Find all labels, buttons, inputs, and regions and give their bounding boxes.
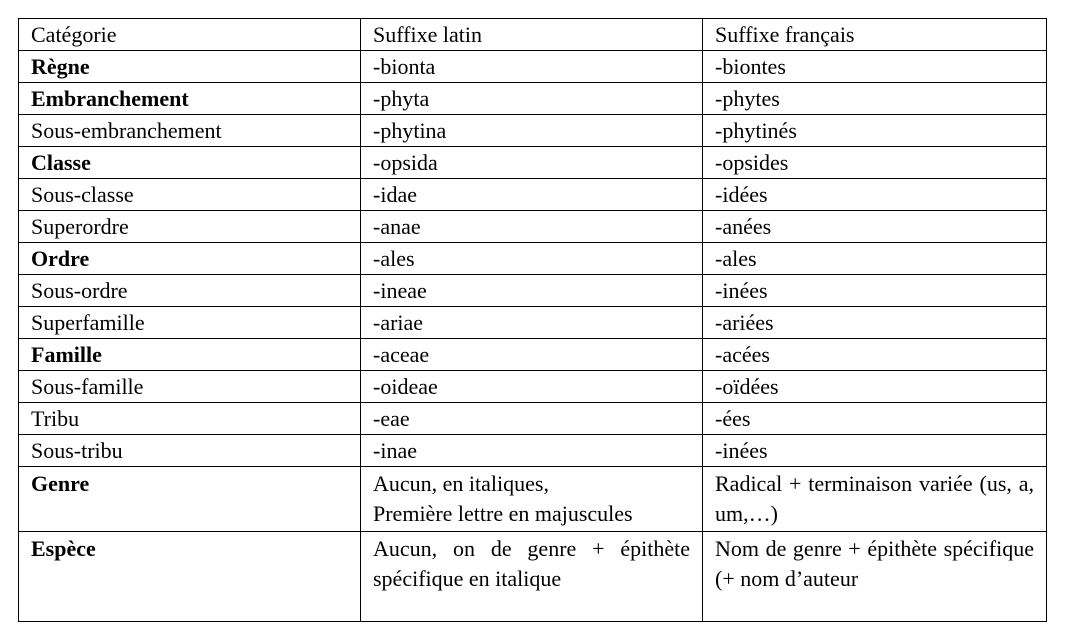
category-cell: Sous-tribu — [19, 435, 361, 467]
category-cell: Embranchement — [19, 83, 361, 115]
french-suffix-cell: Nom de genre + épithète spécifique (+ nom d’auteur — [703, 532, 1047, 622]
category-cell: Règne — [19, 51, 361, 83]
category-cell: Famille — [19, 339, 361, 371]
latin-suffix-cell: -ariae — [361, 307, 703, 339]
category-cell: Sous-ordre — [19, 275, 361, 307]
table-row — [19, 179, 1047, 211]
latin-suffix-cell: -eae — [361, 403, 703, 435]
latin-suffix-cell: -oideae — [361, 371, 703, 403]
table-row — [19, 403, 1047, 435]
taxonomy-suffix-table — [18, 18, 1047, 622]
french-suffix-cell: -oïdées — [703, 371, 1047, 403]
header-french-suffix: Suffixe français — [703, 19, 1047, 51]
category-cell: Tribu — [19, 403, 361, 435]
french-suffix-cell: -phytinés — [703, 115, 1047, 147]
table-row — [19, 339, 1047, 371]
french-suffix-cell: -ales — [703, 243, 1047, 275]
table-row — [19, 83, 1047, 115]
french-suffix-cell: -biontes — [703, 51, 1047, 83]
category-cell: Ordre — [19, 243, 361, 275]
table-row — [19, 532, 1047, 622]
table-body — [19, 51, 1047, 622]
category-cell: Sous-classe — [19, 179, 361, 211]
header-latin-suffix: Suffixe latin — [361, 19, 703, 51]
french-suffix-cell: -ariées — [703, 307, 1047, 339]
french-suffix-cell: -phytes — [703, 83, 1047, 115]
latin-suffix-cell: -phytina — [361, 115, 703, 147]
table-row — [19, 147, 1047, 179]
french-suffix-cell: -inées — [703, 275, 1047, 307]
latin-suffix-cell: -anae — [361, 211, 703, 243]
category-cell: Genre — [19, 467, 361, 532]
table-row — [19, 51, 1047, 83]
french-suffix-cell: -acées — [703, 339, 1047, 371]
french-suffix-cell: -opsides — [703, 147, 1047, 179]
table-row — [19, 115, 1047, 147]
category-cell: Superordre — [19, 211, 361, 243]
latin-suffix-cell: -ales — [361, 243, 703, 275]
table-row — [19, 467, 1047, 532]
category-cell: Sous-embranchement — [19, 115, 361, 147]
latin-suffix-cell: -opsida — [361, 147, 703, 179]
latin-suffix-cell: -ineae — [361, 275, 703, 307]
category-cell: Superfamille — [19, 307, 361, 339]
french-suffix-cell: Radical + terminaison variée (us, a, um,…) — [703, 467, 1047, 532]
french-suffix-cell: -anées — [703, 211, 1047, 243]
header-category: Catégorie — [19, 19, 361, 51]
table-row — [19, 243, 1047, 275]
table-row — [19, 307, 1047, 339]
table-row — [19, 211, 1047, 243]
french-suffix-cell: -ées — [703, 403, 1047, 435]
table-row — [19, 371, 1047, 403]
latin-suffix-cell: Aucun, en italiques, Première lettre en majuscules — [361, 467, 703, 532]
french-suffix-cell: -idées — [703, 179, 1047, 211]
category-cell: Classe — [19, 147, 361, 179]
table-row — [19, 435, 1047, 467]
latin-suffix-cell: -bionta — [361, 51, 703, 83]
latin-suffix-cell: -phyta — [361, 83, 703, 115]
latin-suffix-cell: -aceae — [361, 339, 703, 371]
category-cell: Espèce — [19, 532, 361, 622]
category-cell: Sous-famille — [19, 371, 361, 403]
french-suffix-cell: -inées — [703, 435, 1047, 467]
table-row — [19, 275, 1047, 307]
latin-suffix-cell: Aucun, on de genre + épithète spécifique en italique — [361, 532, 703, 622]
table-header-row — [19, 19, 1047, 51]
latin-suffix-cell: -idae — [361, 179, 703, 211]
latin-suffix-cell: -inae — [361, 435, 703, 467]
